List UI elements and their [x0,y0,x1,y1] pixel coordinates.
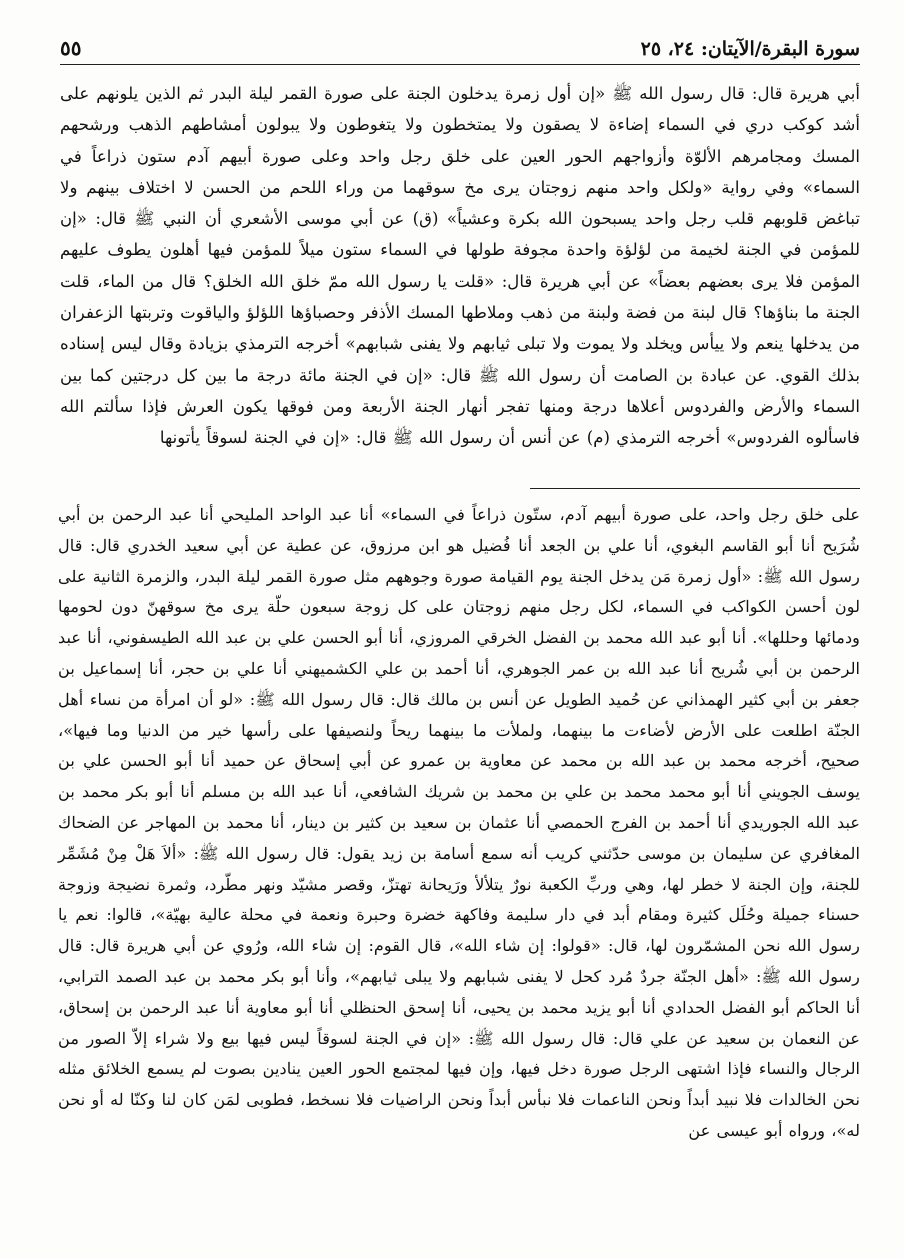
page-number: ٥٥ [60,36,82,60]
footnote-text: على خلق رجل واحد، على صورة أبيهم آدم، ستّون ذراعاً في السماء» أنا عبد الواحد المليحي أنا عبد الرحمن بن أبي شُرَيح أنا أبو القاسم البغوي، أنا علي بن الجعد أنا فُضيل هو ابن مرزوق، عن عطية عن أبي سعيد الخدري قال: قال رسول الله ﷺ: «أول زمرة مَن يدخل الجنة يوم القيامة صورة وجوههم مثل صورة القمر ليلة البدر، والزمرة الثانية على لون أحسن الكواكب في السماء، لكل رجل منهم زوجتان على كل زوجة سبعون حلّة يرى مخ سوقهنّ دون لحومها ودمائها وحللها». أنا أبو عبد الله محمد بن الفضل الخرقي المروزي، أنا أبو الحسن علي بن عبد الله الطيسفوني، أنا عبد الرحمن بن أبي شُريح أنا عبد الله بن عمر الجوهري، أنا أحمد بن علي الكشميهني أنا علي بن حجر، أنا إسماعيل بن جعفر بن أبي كثير الهمذاني عن حُميد الطويل عن أنس بن مالك قال: قال رسول الله ﷺ: «لو أن امرأة من نساء أهل الجنّة اطلعت على الأرض لأضاءت ما بينهما، ولملأت ما بينهما ريحاً ولنصيفها على رأسها خير من الدنيا وما فيها»، صحيح، أخرجه محمد بن عبد الله بن محمد عن معاوية بن عمرو عن أبي إسحاق عن حميد أنا أبو الحسن علي بن يوسف الجويني أنا أبو محمد محمد بن علي بن محمد بن شريك الشافعي، أنا عبد الله بن مسلم أنا أبو بكر محمد بن عبد الله الجوريدي أنا أحمد بن الفرج الحمصي أنا عثمان بن سعيد بن كثير بن دينار، أنا محمد بن المهاجر عن الضحاك المغافري عن سليمان بن موسى حدّثني كريب أنه سمع أسامة بن زيد يقول: قال رسول الله ﷺ: «ألاَ هَلْ مِنْ مُشَمِّر للجنة، وإن الجنة لا خطر لها، وهي وربِّ الكعبة نورٌ يتلألأ ورَيحانة تهتزّ، وقصر مشيّد ونهر مطّرد، وثمرة نضيجة وزوجة حسناء جميلة وحُلَل كثيرة ومقام أبد في دار سليمة وفاكهة خضرة وحبرة ونعمة في محلة عالية بهيّة»، قالوا: نعم يا رسول الله نحن المشمّرون لها، قال: «قولوا: إن شاء الله»، قال القوم: إن شاء الله، ورُوي عن أبي هريرة قال: قال رسول الله ﷺ: «أهل الجنّة جردٌ مُرد كحل لا يفنى شبابهم ولا يبلى ثيابهم»، وأنا أبو بكر محمد بن عبد الصمد الترابي، أنا الحاكم أبو الفضل الحدادي أنا أبو يزيد محمد بن يحيى، أنا إسحق الحنظلي أنا أبو معاوية أنا عبد الرحمن بن إسحاق، عن النعمان بن سعيد عن علي قال: قال رسول الله ﷺ: «إن في الجنة لسوقاً ليس فيها بيع ولا شراء إلاّ الصور من الرجال والنساء فإذا اشتهى الرجل صورة دخل فيها، وإن فيها لمجتمع الحور العين ينادين بصوت لم يسمع الخلائق مثله نحن الخالدات فلا نبيد أبداً ونحن الناعمات فلا نبأس أبداً ونحن الراضيات فلا نسخط، فطوبى لمَن كان لنا وكنّا له أو نحن له»، ورواه أبو عيسى عن [58,505,860,1140]
main-commentary-text: أبي هريرة قال: قال رسول الله ﷺ «إن أول زمرة يدخلون الجنة على صورة القمر ليلة البدر ثم الذين يلونهم على أشد كوكب دري في السماء إضاءة لا يصقون ولا يمتخطون ولا يتغوطون ولا يبولون أمشاطهم الذهب ورشحهم المسك ومجامرهم الألوّة وأزواجهم الحور العين على خلق رجل واحد وعلى صورة أبيهم آدم ستون ذراعاً في السماء» وفي رواية «ولكل واحد منهم زوجتان يرى مخ سوقهما من وراء اللحم من الحسن لا اختلاف بينهم ولا تباغض قلوبهم قلب رجل واحد يسبحون الله بكرة وعشياً» (ق) عن أبي موسى الأشعري أن النبي ﷺ قال: «إن للمؤمن في الجنة لخيمة من لؤلؤة واحدة مجوفة طولها في السماء ستون ميلاً للمؤمن فيها أهلون يطوف عليهم المؤمن فلا يرى بعضهم بعضاً» عن أبي هريرة قال: «قلت يا رسول الله ممّ خلق الله الخلق؟ قال من الماء، قلت الجنة ما بناؤها؟ قال لبنة من فضة ولبنة من ذهب وملاطها المسك الأذفر وحصباؤها اللؤلؤ والياقوت وتربتها الزعفران من يدخلها ينعم ولا ييأس ويخلد ولا يموت ولا تبلى ثيابهم ولا يفنى شبابهم» أخرجه الترمذي بزيادة وقال ليس إسناده بذلك القوي. عن عبادة بن الصامت أن رسول الله ﷺ قال: «إن في الجنة مائة درجة ما بين كل درجتين كما بين السماء والأرض والفردوس أعلاها درجة ومنها تفجر أنهار الجنة الأربعة ومن فوقها يكون العرش فإذا سألتم الله فاسألوه الفردوس» أخرجه الترمذي (م) عن أنس أن رسول الله ﷺ قال: «إن في الجنة لسوقاً يأتونها [60,84,861,448]
running-title: سورة البقرة/الآيتان: ٢٤، ٢٥ [640,38,860,60]
page-header [60,30,860,65]
footnote-divider [530,488,860,489]
